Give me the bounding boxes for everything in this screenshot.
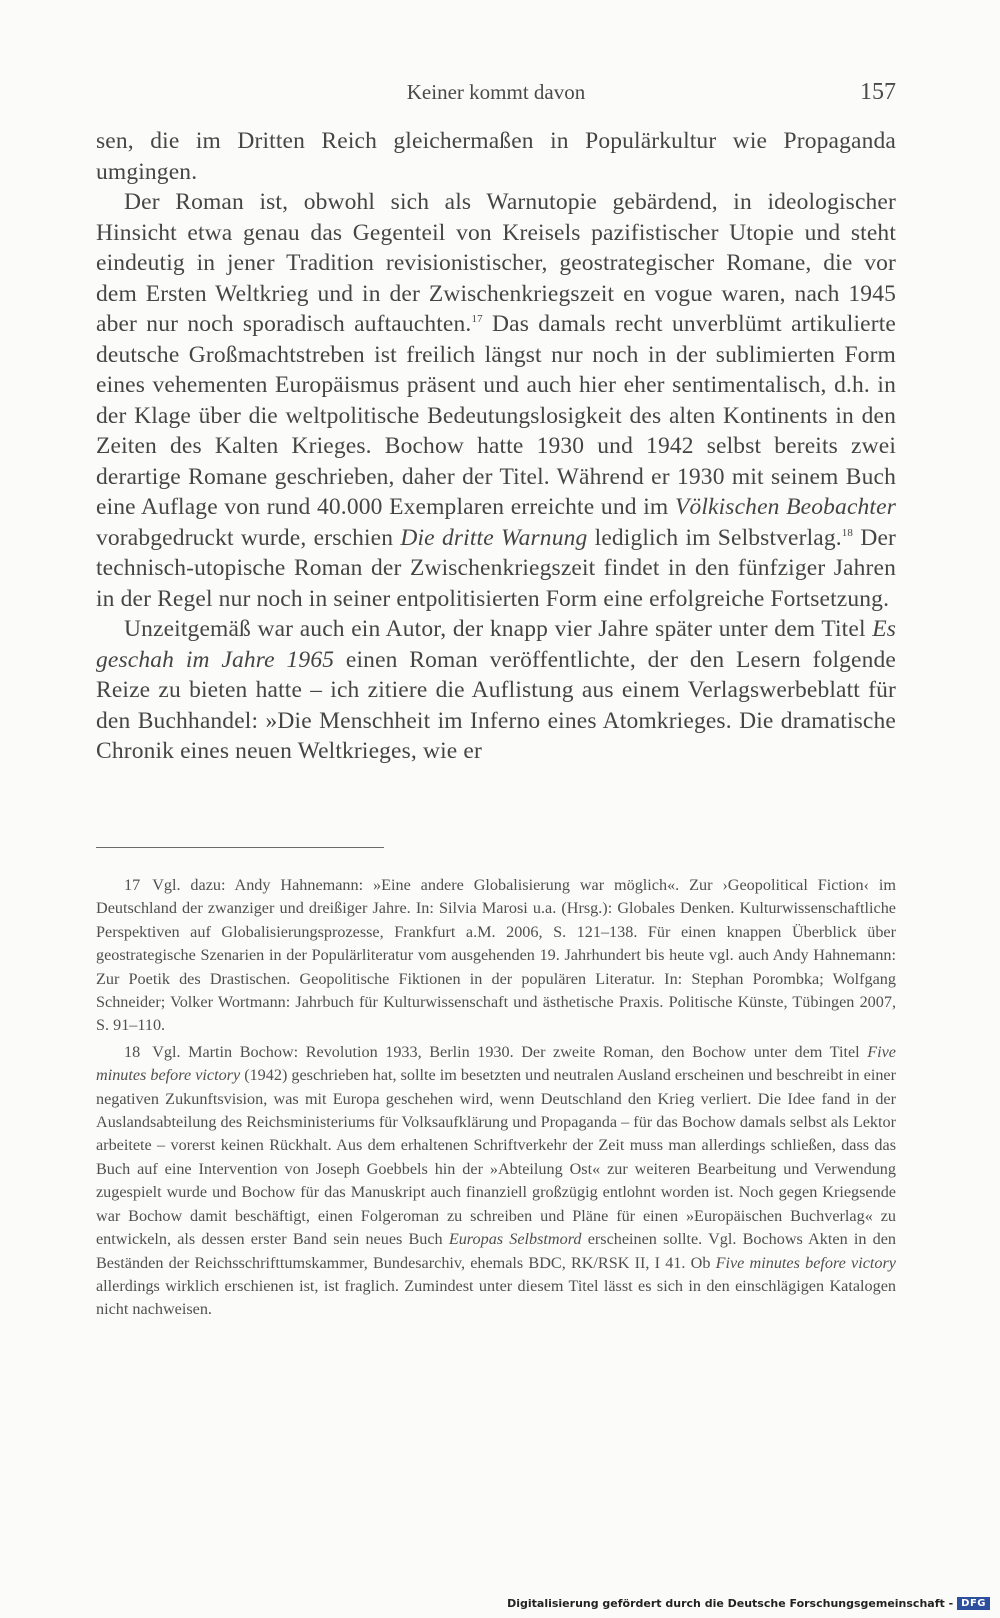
footnote-ref-18[interactable]: 18 (841, 526, 854, 539)
paragraph-1: sen, die im Dritten Reich gleichermaßen in Populärkultur wie Propaganda umgingen. (96, 128, 896, 185)
footnote-17: 17 Vgl. dazu: Andy Hahnemann: »Eine andere Globalisierung war möglich«. Zur ›Geopolitical Fiction‹ im Deutschland der zwanziger und dreißiger Jahre. In: Silvia Marosi u.a. (Hrsg.): Globales Denken. Kulturwissenschaftliche Perspektiven auf Globalisierungsprozesse, Frankfurt a.M. 2006, S. 121–138. Für einen knappen Überblick über geostrategische Szenarien in der Populärliteratur vom ausgehenden 19. Jahrhundert bis heute vgl. auch Andy Hahnemann: Zur Poetik des Drastischen. Geopolitische Fiktionen in der populären Literatur. In: Stephan Porombka; Wolfgang Schneider; Volker Wortmann: Jahrbuch für Kulturwissenschaft und ästhetische Praxis. Politische Künste, Tübingen 2007, S. 91–110. (96, 876, 896, 1035)
footnote-divider (96, 847, 384, 848)
footnote-ref-17[interactable]: 17 (471, 313, 483, 326)
paragraph-2: Der Roman ist, obwohl sich als Warnutopie gebärdend, in ideologischer Hinsicht etwa genau das Gegenteil von Kreisels pazifistischer Utopie und steht eindeutig in jener Tradition revisionistischer, geostrategischer Romane, die vor dem Ersten Weltkrieg und in der Zwischenkriegszeit en vogue waren, nach 1945 aber nur noch sporadisch auftauchten.$^{17}$ Das damals recht unverblümt artikulierte deutsche Großmachtstreben ist freilich längst nur noch in der sublimierten Form eines vehementen Europäismus präsent und auch hier eher sentimentalisch, d.h. in der Klage über die weltpolitische Bedeutungslosigkeit des alten Kontinents in den Zeiten des Kalten Krieges. Bochow hatte 1930 und 1942 selbst bereits zwei derartige Romane geschrieben, daher der Titel. Während er 1930 mit seinem Buch eine Auflage von rund 40.000 Exemplaren erreichte und im Völkischen Beobachter vorabgedruckt wurde, erschien Die dritte Warnung lediglich im Selbstverlag.$^{18}$ Der technisch-utopische Roman der Zwischenkriegszeit findet in den fünfziger Jahren in der Regel nur noch in seiner entpolitisierten Form eine erfolgreiche Fortsetzung. (96, 189, 897, 612)
body-text (96, 126, 896, 767)
dfg-logo: DFG (957, 1597, 990, 1610)
funding-footer (507, 1594, 990, 1612)
italic-title: Es geschah im Jahre 1965 (96, 616, 896, 673)
footnote-number: 18 (124, 1042, 141, 1061)
footnote-number: 17 (124, 876, 141, 894)
italic-title: Völkischen Beobachter (674, 494, 896, 520)
footnotes (96, 874, 896, 1322)
running-title: Keiner kommt davon (406, 80, 586, 104)
paragraph-3: Unzeitgemäß war auch ein Autor, der knapp vier Jahre später unter dem Titel Es geschah im Jahre 1965 einen Roman veröffentlichte, der den Lesern folgende Reize zu bieten hatte – ich zitiere die Auflistung aus einem Verlagswerbeblatt für den Buchhandel: »Die Menschheit im Inferno eines Atomkrieges. Die dramatische Chronik eines neuen Weltkrieges, wie er (96, 616, 897, 764)
italic-title: Die dritte Warnung (400, 524, 588, 551)
running-header (96, 76, 896, 108)
funding-note: Digitalisierung gefördert durch die Deutsche Forschungsgemeinschaft - (507, 1596, 954, 1610)
footnote-18: 18 Vgl. Martin Bochow: Revolution 1933, Berlin 1930. Der zweite Roman, den Bochow unter dem Titel Five minutes before victory (1942) geschrieben hat, sollte im besetzten und neutralen Ausland erscheinen und beschreibt in einer negativen Zukunftsvision, was mit Europa geschehen wird, wenn Deutschland den Krieg verliert. Die Idee fand in der Auslandsabteilung des Reichsministeriums für Volksaufklärung und Propaganda – für das Bochow damals selbst als Lektor arbeitete – vorerst keinen Rückhalt. Aus dem erhaltenen Schriftverkehr der Zeit muss man allerdings schließen, dass das Buch auf eine Intervention von Joseph Goebbels hin der »Abteilung Ost« zur weiteren Bearbeitung und Verwendung zugespielt wurde und Bochow für das Manuskript auch finanziell großzügig entlohnt worden ist. Noch gegen Kriegsende war Bochow damit beschäftigt, einen Folgeroman zu schreiben und Pläne für einen »Europäischen Buchverlag« zu entwickeln, als dessen erster Band sein neues Buch Europas Selbstmord erscheinen sollte. Vgl. Bochows Akten in den Beständen der Reichsschrifttumskammer, Bundesarchiv, ehemals BDC, RK/RSK II, I 41. Ob Five minutes before victory allerdings wirklich erschienen ist, ist fraglich. Zumindest unter diesem Titel lässt es sich in den einschlägigen Katalogen nicht nachweisen. (96, 1042, 896, 1319)
page-number: 157 (860, 79, 896, 105)
